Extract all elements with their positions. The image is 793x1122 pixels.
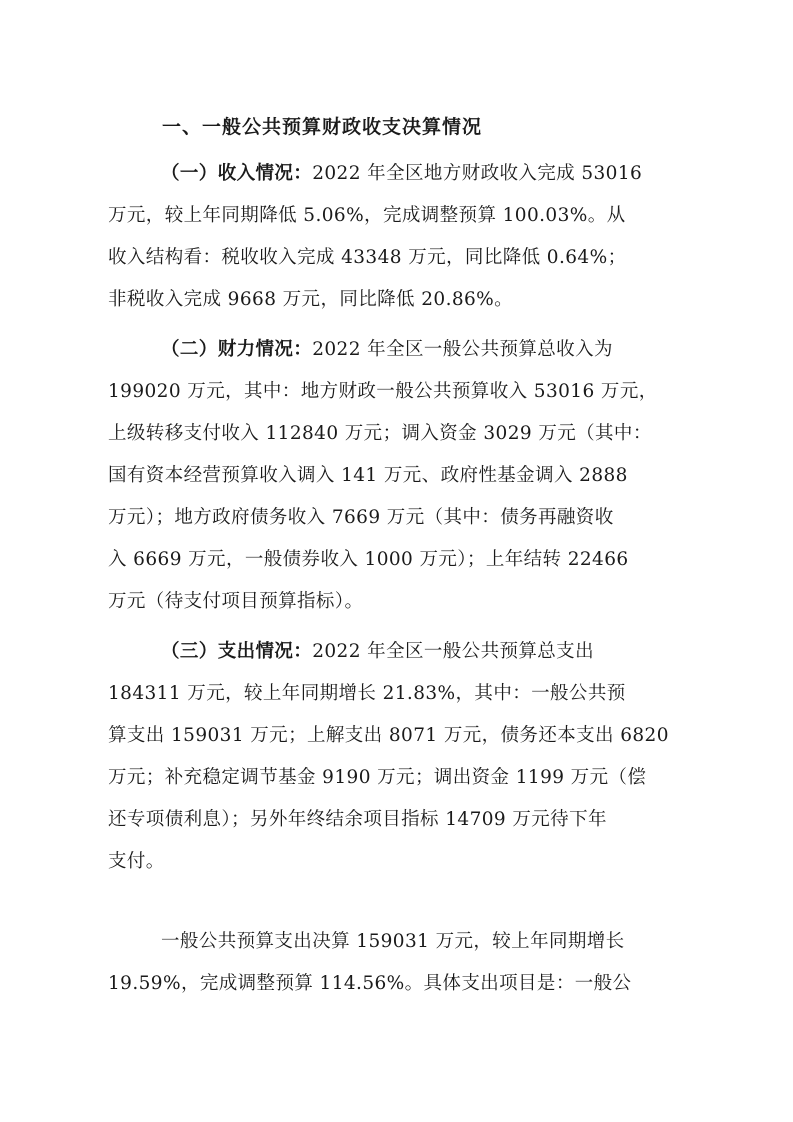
paragraph-income-line-2: 万元，较上年同期降低 5.06%，完成调整预算 100.03%。从 [108,205,626,226]
paragraph-finance-line-1 [161,338,683,362]
paragraph-finance-line-3: 上级转移支付收入 112840 万元；调入资金 3029 万元（其中： [108,423,652,444]
paragraph-expense-line-5: 还专项债利息）；另外年终结余项目指标 14709 万元待下年 [108,809,607,830]
paragraph-finance-line-5: 万元）；地方政府债务收入 7669 万元（其中：债务再融资收 [108,507,614,528]
paragraph-income-text: 2022 年全区地方财政收入完成 53016 [312,163,643,184]
paragraph-finance-line-7: 万元（待支付项目预算指标）。 [108,591,364,612]
paragraph-expense-line-3: 算支出 159031 万元；上解支出 8071 万元，债务还本支出 6820 [108,725,669,746]
paragraph-finance-lead: （二）财力情况： [161,339,313,360]
paragraph-finance-text: 2022 年全区一般公共预算总收入为 [312,339,613,360]
paragraph-income-line-4: 非税收入完成 9668 万元，同比降低 20.86%。 [108,289,514,310]
paragraph-income-lead: （一）收入情况： [161,163,313,184]
paragraph-finance-line-6: 入 6669 万元，一般债券收入 1000 万元）；上年结转 22466 [108,549,629,570]
paragraph-expense-line-2: 184311 万元，较上年同期增长 21.83%，其中：一般公共预 [108,683,626,704]
paragraph-expense-text: 2022 年全区一般公共预算总支出 [312,641,594,662]
paragraph-expense-line-4: 万元；补充稳定调节基金 9190 万元；调出资金 1199 万元（偿 [108,767,647,788]
paragraph-finance-line-4: 国有资本经营预算收入调入 141 万元、政府性基金调入 2888 [108,465,628,486]
paragraph-expense-line-1 [161,640,683,664]
paragraph-expense-line-6: 支付。 [108,851,165,872]
paragraph-finance-line-2: 199020 万元，其中：地方财政一般公共预算收入 53016 万元， [108,381,658,402]
paragraph-income-line-3: 收入结构看：税收收入完成 43348 万元，同比降低 0.64%； [108,247,627,268]
paragraph-budget-line-1: 一般公共预算支出决算 159031 万元，较上年同期增长 [161,931,625,952]
paragraph-budget-line-2: 19.59%，完成调整预算 114.56%。具体支出项目是：一般公 [108,973,632,994]
paragraph-income-line-1 [161,162,683,186]
section-heading: 一、一般公共预算财政收支决算情况 [162,116,483,138]
paragraph-expense-lead: （三）支出情况： [161,641,313,662]
